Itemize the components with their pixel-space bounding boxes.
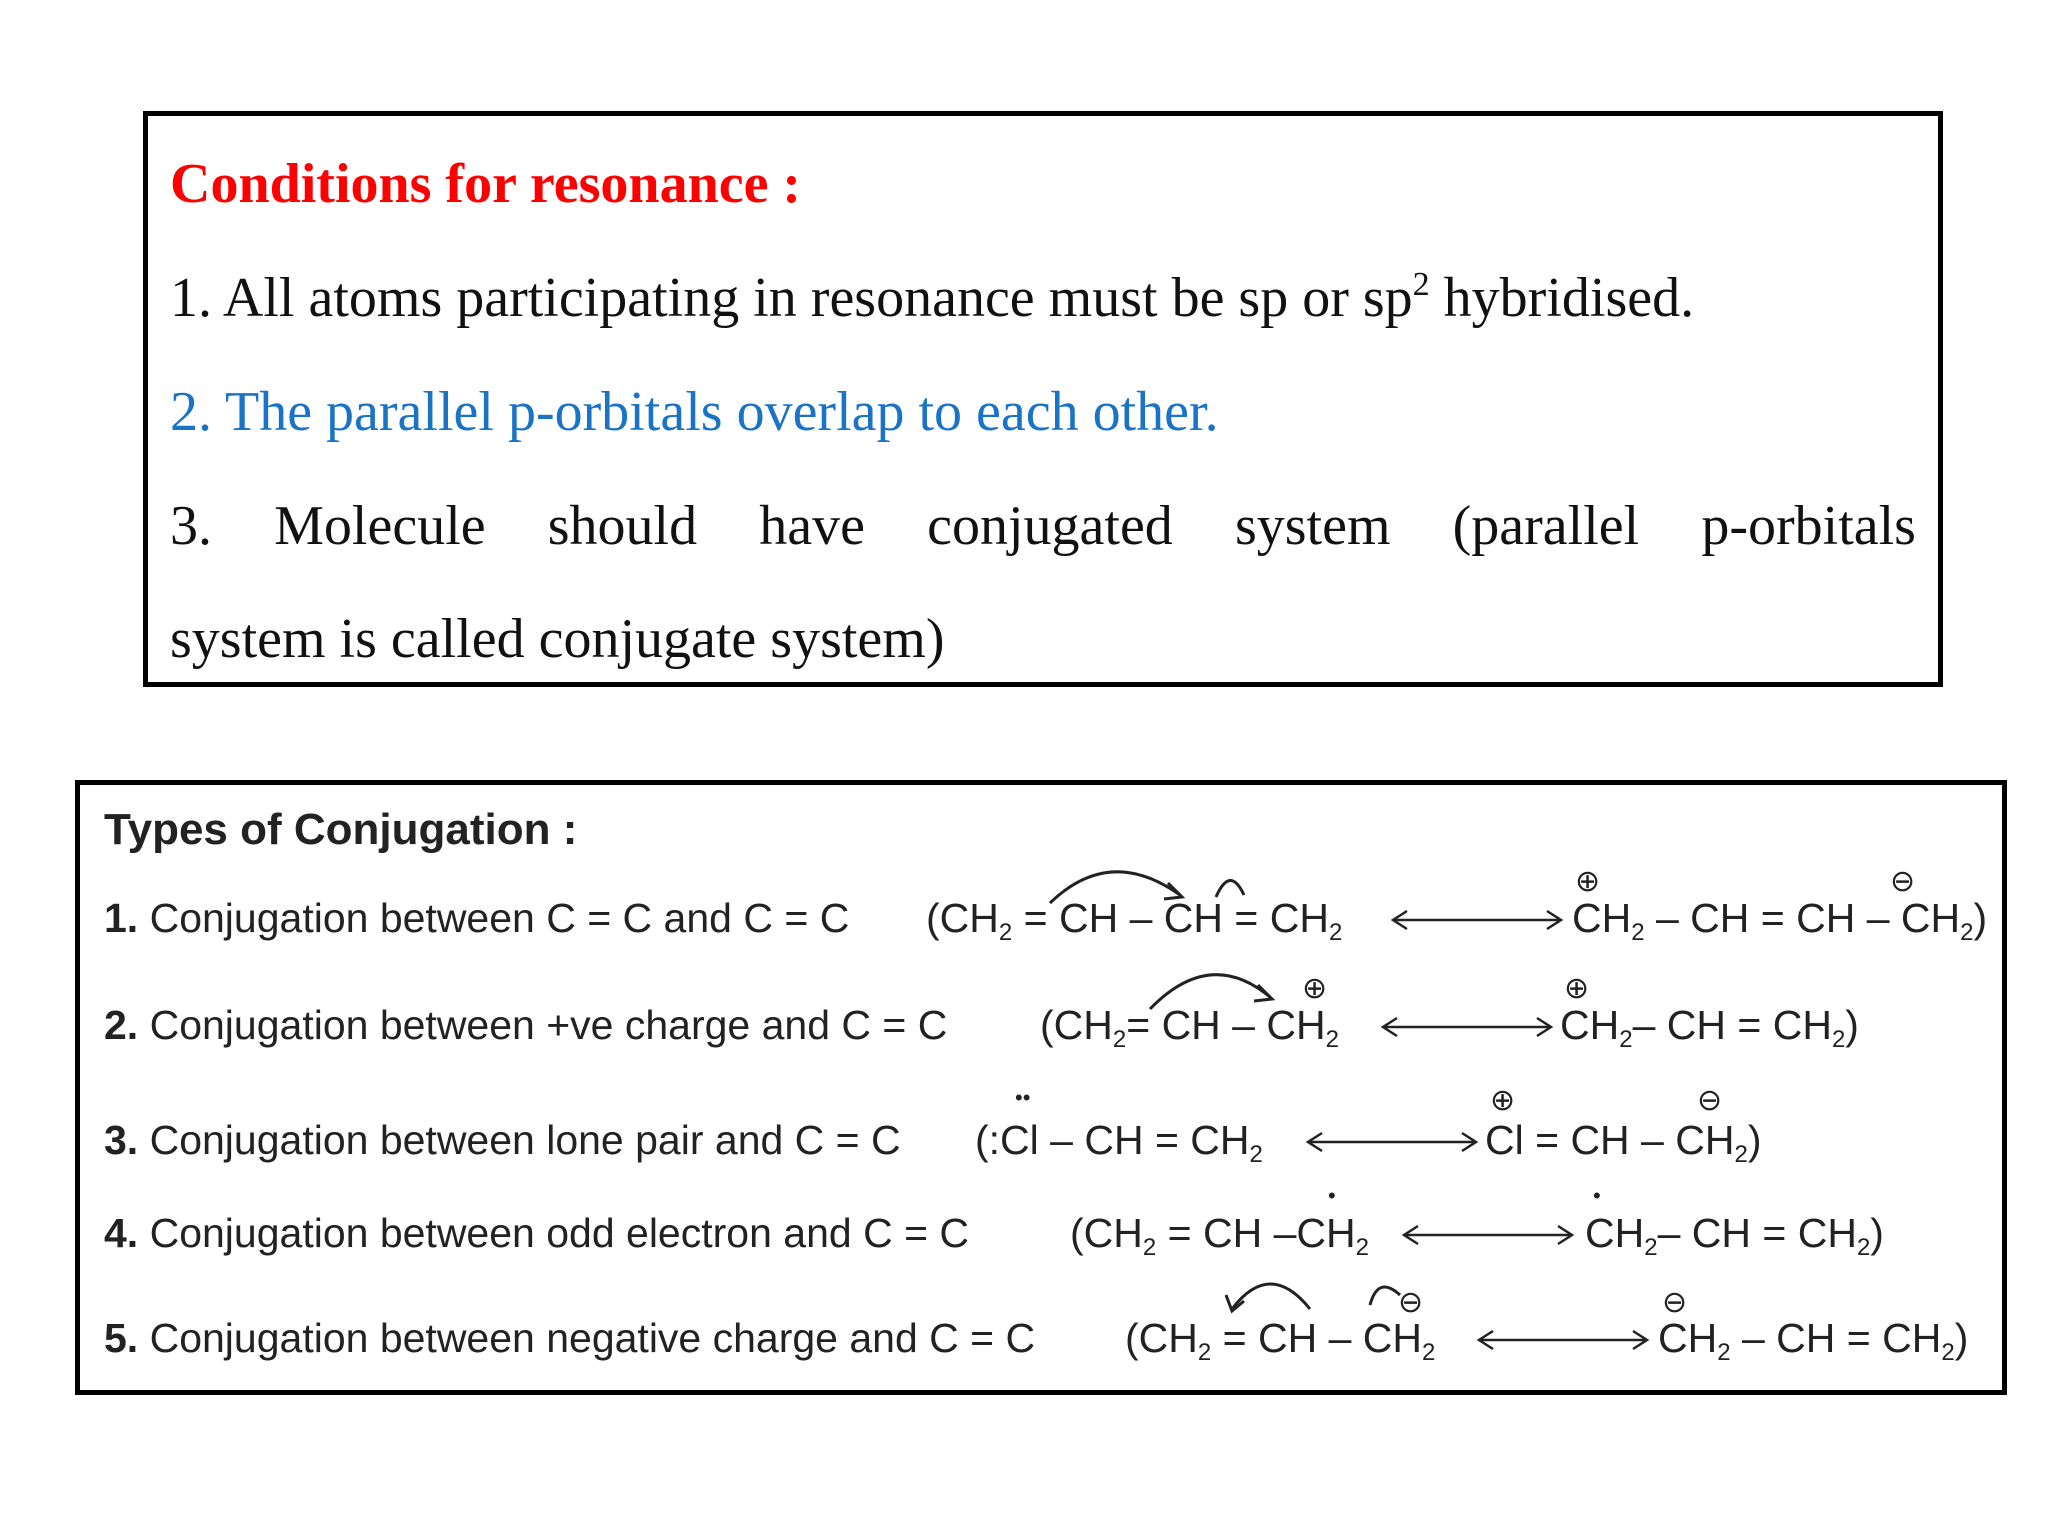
odd-electron-dot-icon: •: [1593, 1183, 1601, 1208]
resonance-arrow: [1377, 1007, 1557, 1047]
minus-charge-icon: ⊖: [1890, 865, 1916, 898]
subscript: 2: [1421, 1339, 1436, 1366]
resonance-arrow: [1473, 1320, 1653, 1360]
condition-3: [170, 496, 1916, 556]
row-4-reactant: [1070, 1210, 1369, 1262]
formula-part: (CH: [1040, 1002, 1113, 1048]
condition-3-word: conjugated: [927, 495, 1173, 557]
resonance-conditions-box: [143, 111, 1943, 687]
formula-part: CH: [1585, 1210, 1645, 1256]
formula-part: – CH = CH: [1730, 1315, 1942, 1361]
condition-3-word: 3.: [170, 495, 212, 557]
row-number: 5.: [104, 1315, 139, 1361]
formula-part: – CH = CH: [1632, 1002, 1832, 1048]
subscript: 2: [1734, 1141, 1748, 1168]
subscript: 2: [1831, 1026, 1846, 1053]
formula-part: CH: [1658, 1315, 1718, 1361]
odd-electron-dot-icon: •: [1328, 1183, 1336, 1208]
subscript: 2: [1328, 919, 1343, 946]
formula-part: (CH: [1070, 1210, 1143, 1256]
conjugation-row-3: [104, 1117, 901, 1164]
row-3-product: [1485, 1117, 1761, 1169]
conjugation-row-1: [104, 895, 849, 942]
resonance-arrow: [1398, 1215, 1578, 1255]
minus-charge-icon: ⊖: [1697, 1084, 1723, 1117]
plus-charge-icon: ⊕: [1575, 865, 1601, 898]
row-number: 4.: [104, 1210, 139, 1256]
formula-part: ): [1845, 1002, 1859, 1048]
condition-3-continued: system is called conjugate system): [170, 608, 945, 670]
row-text: Conjugation between +ve charge and C = C: [138, 1002, 948, 1048]
condition-1: [170, 268, 1916, 328]
condition-1-sup: 2: [1412, 266, 1430, 303]
formula-part: Cl = CH – CH: [1485, 1117, 1735, 1163]
subscript: 2: [1619, 1026, 1633, 1053]
row-text: Conjugation between odd electron and C = C: [138, 1210, 970, 1256]
curved-arrow-icon: [1040, 855, 1250, 915]
subscript: 2: [1142, 1234, 1157, 1261]
condition-2: 2. The parallel p-orbitals overlap to each other.: [170, 381, 1219, 443]
formula-part: – CH = CH: [1657, 1210, 1857, 1256]
subscript: 2: [998, 919, 1013, 946]
plus-charge-icon: ⊕: [1490, 1084, 1516, 1117]
row-text: Conjugation between negative charge and C = C: [138, 1315, 1036, 1361]
plus-charge-icon: ⊕: [1302, 972, 1328, 1005]
condition-3-word: have: [759, 495, 865, 557]
formula-part: CH: [1572, 895, 1632, 941]
formula-part: – CH = CH – CH: [1644, 895, 1961, 941]
formula-part: (:Cl – CH = CH: [975, 1117, 1250, 1163]
plus-charge-icon: ⊕: [1564, 972, 1590, 1005]
subscript: 2: [1112, 1026, 1127, 1053]
row-text: Conjugation between C = C and C = C: [138, 895, 850, 941]
condition-3-word: should: [547, 495, 698, 557]
row-number: 1.: [104, 895, 139, 941]
subscript: 2: [1631, 919, 1645, 946]
subscript: 2: [1941, 1339, 1955, 1366]
row-number: 3.: [104, 1117, 139, 1163]
formula-part: (CH: [926, 895, 999, 941]
subscript: 2: [1856, 1234, 1871, 1261]
curved-arrow-icon: [1140, 957, 1300, 1017]
formula-part: = CH – CH = CH: [1012, 895, 1329, 941]
resonance-arrow: [1302, 1122, 1482, 1162]
minus-charge-icon: ⊖: [1662, 1286, 1688, 1319]
formula-part: = CH –CH: [1156, 1210, 1356, 1256]
subscript: 2: [1197, 1339, 1212, 1366]
minus-charge-icon: ⊖: [1398, 1286, 1424, 1319]
resonance-title: Conditions for resonance :: [170, 153, 802, 215]
subscript: 2: [1644, 1234, 1658, 1261]
formula-part: ): [1973, 895, 1988, 941]
formula-part: = CH – CH: [1126, 1002, 1326, 1048]
conjugation-row-5: [104, 1315, 1035, 1362]
formula-part: (CH: [1125, 1315, 1198, 1361]
subscript: 2: [1717, 1339, 1731, 1366]
conjugation-row-4: [104, 1210, 969, 1257]
subscript: 2: [1960, 919, 1974, 946]
lone-pair-dots-icon: ••: [1015, 1085, 1031, 1110]
subscript: 2: [1355, 1234, 1369, 1261]
resonance-arrow: [1387, 900, 1567, 940]
condition-3-word: (parallel: [1452, 495, 1640, 557]
row-1-product: [1572, 895, 1987, 947]
formula-part: ): [1870, 1210, 1884, 1256]
formula-part: ): [1747, 1117, 1762, 1163]
condition-3-word: p-orbitals: [1701, 495, 1916, 557]
condition-3-word: Molecule: [274, 495, 486, 557]
formula-part: = CH – CH: [1211, 1315, 1422, 1361]
conjugation-row-2: [104, 1002, 947, 1049]
condition-3-word: system: [1234, 495, 1391, 557]
row-5-product: [1658, 1315, 1968, 1367]
formula-part: CH: [1560, 1002, 1620, 1048]
formula-part: ): [1954, 1315, 1969, 1361]
condition-1-text: 1. All atoms participating in resonance must be sp or sp: [170, 267, 1413, 329]
conjugation-types-box: [75, 780, 2007, 1395]
row-number: 2.: [104, 1002, 139, 1048]
row-4-product: [1585, 1210, 1884, 1262]
curved-arrow-icon: [1160, 1265, 1440, 1325]
condition-1-end: hybridised.: [1429, 267, 1695, 329]
row-3-reactant: [975, 1117, 1263, 1169]
row-text: Conjugation between lone pair and C = C: [138, 1117, 901, 1163]
subscript: 2: [1249, 1141, 1263, 1168]
row-2-product: [1560, 1002, 1859, 1054]
subscript: 2: [1325, 1026, 1339, 1053]
conjugation-title: Types of Conjugation :: [104, 805, 578, 854]
